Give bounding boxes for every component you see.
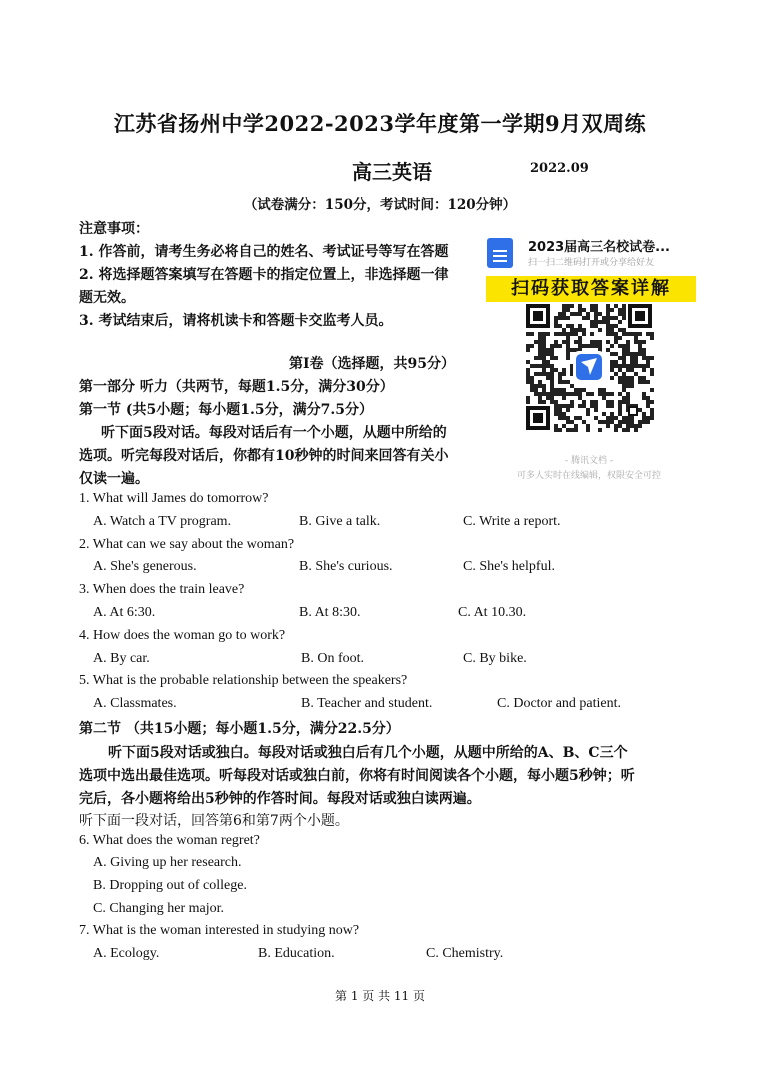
question-4-option-c: C. By bike. (463, 651, 527, 666)
qr-answer-banner: 扫码获取答案详解 (486, 276, 696, 302)
question-2-option-c: C. She's helpful. (463, 559, 555, 574)
section1-instruction-1: 听下面5段对话。每段对话后有一个小题，从题中所给的 (101, 425, 447, 441)
page-title: 江苏省扬州中学2022-2023学年度第一学期9月双周练 (113, 111, 647, 136)
question-2-option-a: A. She's generous. (93, 559, 197, 574)
question-4: 4. How does the woman go to work? (79, 628, 286, 643)
question-3-option-c: C. At 10.30. (458, 605, 527, 620)
question-7-option-c: C. Chemistry. (426, 946, 504, 961)
qr-footer-note: 可多人实时在线编辑，权限安全可控 (516, 471, 661, 481)
section2-instruction-3: 完后，各小题将给出5秒钟的作答时间。每段对话或独白读两遍。 (79, 791, 481, 807)
question-2-option-b: B. She's curious. (299, 559, 393, 574)
qr-share-panel[interactable] (478, 224, 700, 490)
section1-instruction-2: 选项。听完每段对话后，你都有10秒钟的时间来回答有关小 (79, 448, 449, 464)
subject-title: 高三英语 (352, 160, 432, 184)
qr-doc-title[interactable]: 2023届高三名校试卷... (528, 240, 670, 255)
section2-lead: 听下面一段对话，回答第6和第7两个小题。 (79, 813, 349, 829)
volume-heading: 第I卷（选择题，共95分） (289, 356, 456, 372)
notice-item-2: 2. 将选择题答案填写在答题卡的指定位置上，非选择题一律 (79, 267, 449, 283)
section2-heading: 第二节 （共15小题；每小题1.5分，满分22.5分） (79, 721, 400, 737)
question-1-option-b: B. Give a talk. (299, 514, 381, 529)
question-5-option-a: A. Classmates. (93, 696, 177, 711)
part1-heading: 第一部分 听力（共两节，每题1.5分，满分30分） (79, 379, 394, 395)
question-2: 2. What can we say about the woman? (79, 537, 295, 552)
exam-meta: （试卷满分：150分，考试时间：120分钟） (243, 197, 517, 213)
notice-heading: 注意事项： (79, 221, 149, 237)
section1-heading: 第一节 (共5小题；每小题1.5分，满分7.5分） (79, 402, 373, 418)
question-7-option-a: A. Ecology. (93, 946, 160, 961)
question-6-option-a: A. Giving up her research. (93, 855, 242, 870)
page-footer: 第 1 页 共 11 页 (335, 989, 425, 1003)
section1-instruction-3: 仅读一遍。 (79, 471, 149, 487)
question-4-option-a: A. By car. (93, 651, 150, 666)
question-6: 6. What does the woman regret? (79, 833, 260, 848)
tencent-doc-icon (487, 238, 513, 268)
question-4-option-b: B. On foot. (301, 651, 364, 666)
question-5-option-b: B. Teacher and student. (301, 696, 433, 711)
question-1: 1. What will James do tomorrow? (79, 491, 269, 506)
question-3: 3. When does the train leave? (79, 582, 245, 597)
question-7: 7. What is the woman interested in studying now? (79, 923, 360, 938)
question-6-option-c: C. Changing her major. (93, 901, 225, 916)
question-6-option-b: B. Dropping out of college. (93, 878, 247, 893)
question-1-option-c: C. Write a report. (463, 514, 561, 529)
question-7-option-b: B. Education. (258, 946, 335, 961)
question-3-option-a: A. At 6:30. (93, 605, 156, 620)
exam-date: 2022.09 (530, 161, 589, 176)
qr-footer-brand: - 腾讯文档 - (564, 456, 614, 466)
notice-item-1: 1. 作答前，请考生务必将自己的姓名、考试证号等写在答题 (79, 244, 449, 260)
question-3-option-b: B. At 8:30. (299, 605, 361, 620)
notice-item-3: 3. 考试结束后，请将机读卡和答题卡交监考人员。 (79, 313, 393, 329)
section2-instruction-2: 选项中选出最佳选项。听每段对话或独白前，你将有时间阅读各个小题，每小题5秒钟；听 (79, 768, 635, 784)
section2-instruction-1: 听下面5段对话或独白。每段对话或独白后有几个小题，从题中所给的A、B、C三个 (108, 745, 628, 761)
question-1-option-a: A. Watch a TV program. (93, 514, 232, 529)
question-5: 5. What is the probable relationship between the speakers? (79, 673, 408, 688)
qr-code[interactable] (524, 302, 654, 432)
notice-item-2-cont: 题无效。 (79, 290, 135, 306)
question-5-option-c: C. Doctor and patient. (497, 696, 622, 711)
qr-doc-subtitle: 扫一扫二维码打开或分享给好友 (528, 258, 655, 268)
